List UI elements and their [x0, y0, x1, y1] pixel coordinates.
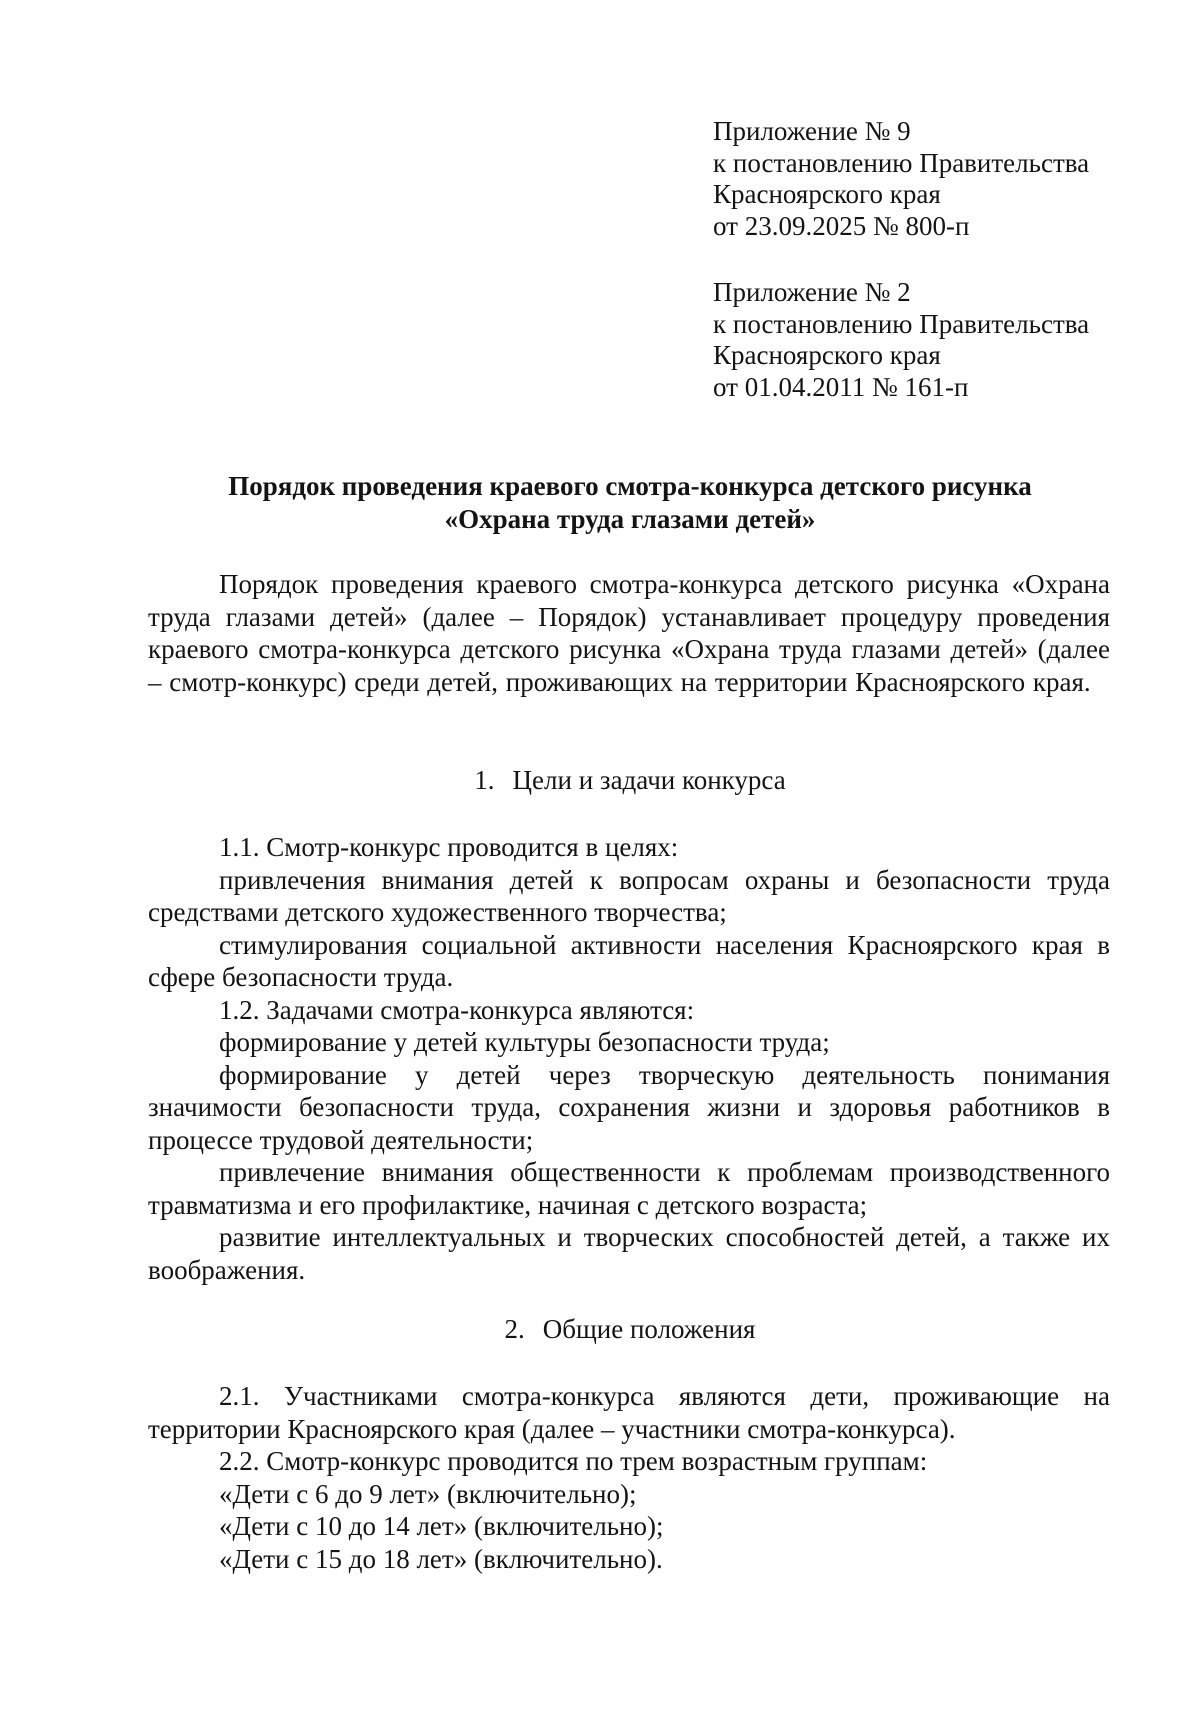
appendix-number: Приложение № 2	[713, 277, 911, 307]
appendix-number: Приложение № 9	[713, 116, 911, 146]
appendix-date-line: от 23.09.2025 № 800-п	[713, 210, 970, 241]
paragraph: привлечение внимания общественности к проблемам производственного травматизма и его профилактике, начиная с детского возраста;	[148, 1157, 1110, 1220]
appendix-region-line: Красноярского края	[713, 340, 941, 370]
appendix-2-reference	[713, 277, 1089, 403]
paragraph: развитие интеллектуальных и творческих способностей детей, а также их воображения.	[148, 1222, 1110, 1285]
paragraph: формирование у детей через творческую деятельность понимания значимости безопасности труда, сохранения жизни и здоровья работников в процессе трудовой деятельности;	[148, 1059, 1110, 1155]
paragraph: 1.2. Задачами смотра-конкурса являются:	[219, 994, 695, 1025]
paragraph: «Дети с 10 до 14 лет» (включительно);	[219, 1511, 664, 1541]
appendix-9-reference	[713, 116, 1089, 242]
appendix-decree-line: к постановлению Правительства	[713, 308, 1090, 339]
section-2-body	[148, 1380, 1110, 1575]
paragraph: «Дети с 15 до 18 лет» (включительно).	[219, 1543, 663, 1574]
appendix-decree-line: к постановлению Правительства	[713, 147, 1090, 178]
paragraph: 1.1. Смотр-конкурс проводится в целях:	[219, 832, 679, 862]
section-number: 2.	[504, 1314, 525, 1344]
section-2-heading	[130, 1313, 1130, 1345]
section-1-body	[148, 831, 1110, 1286]
paragraph: привлечения внимания детей к вопросам охраны и безопасности труда средствами детского художественного творчества;	[148, 864, 1110, 927]
paragraph: 2.2. Смотр-конкурс проводится по трем возрастным группам:	[219, 1446, 928, 1476]
section-number: 1.	[474, 765, 495, 795]
document-title-line-2: «Охрана труда глазами детей»	[444, 504, 816, 534]
intro-section	[148, 568, 1110, 698]
document-title-line-1: Порядок проведения краевого смотра-конкурса детского рисунка	[228, 471, 1032, 501]
section-1-heading	[130, 764, 1130, 796]
paragraph: формирование у детей культуры безопасности труда;	[219, 1027, 830, 1057]
intro-paragraph: Порядок проведения краевого смотра-конкурса детского рисунка «Охрана труда глазами детей» (далее – Порядок) устанавливает процедуру проведения краевого смотра-конкурса детского рисунка «Охрана труда глазами детей» (далее – смотр-конкурс) среди детей, проживающих на территории Красноярского края.	[148, 569, 1110, 697]
section-title: Общие положения	[542, 1314, 756, 1344]
section-title: Цели и задачи конкурса	[512, 765, 786, 795]
paragraph: 2.1. Участниками смотра-конкурса являются дети, проживающие на территории Красноярского края (далее – участники смотра-конкурса).	[148, 1381, 1110, 1444]
appendix-date-line: от 01.04.2011 № 161-п	[713, 371, 969, 402]
appendix-region-line: Красноярского края	[713, 179, 941, 209]
document-title	[130, 470, 1130, 536]
paragraph: «Дети с 6 до 9 лет» (включительно);	[219, 1478, 637, 1509]
paragraph: стимулирования социальной активности населения Красноярского края в сфере безопасности труда.	[148, 929, 1110, 992]
